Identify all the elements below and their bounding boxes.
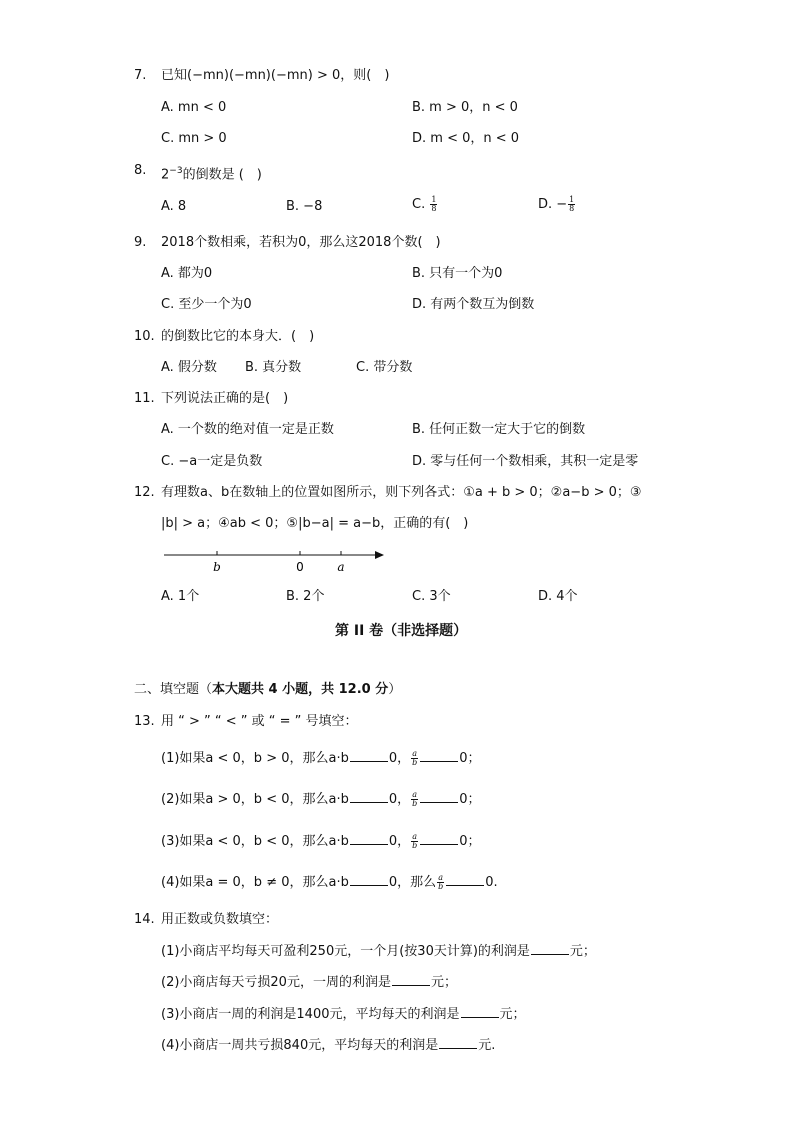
- answer-blank[interactable]: [420, 833, 458, 845]
- answer-blank[interactable]: [420, 791, 458, 803]
- q13-item-4-mid: 0，那么: [388, 875, 437, 890]
- q7-stem: 已知(−mn)(−mn)(−mn) > 0，则( ): [161, 68, 390, 83]
- q8-option-a: A. 8: [161, 199, 187, 214]
- axis-label-b: b: [213, 560, 221, 574]
- q10-stem: 的倒数比它的本身大．( ): [161, 329, 315, 344]
- answer-blank[interactable]: [350, 833, 388, 845]
- q13-item-2-mid: 0，: [388, 792, 411, 807]
- q9-option-a: A. 都为0: [161, 266, 213, 281]
- q14-item-2-end: 元；: [430, 975, 457, 990]
- section2-suffix: ）: [388, 682, 402, 697]
- q13-item-3-mid: 0，: [388, 834, 411, 849]
- q8-option-b: B. −8: [286, 199, 323, 214]
- q8-option-d: [538, 196, 576, 213]
- section2-detail: 本大题共 4 小题，共 12.0 分: [212, 682, 389, 697]
- q8-number: 8.: [134, 163, 147, 178]
- q14-item-2-pre: (2)小商店每天亏损20元，一周的利润是: [161, 975, 391, 990]
- q13-item-4-pre: (4)如果a = 0，b ≠ 0，那么a·b: [161, 875, 349, 890]
- q13-item-3-pre: (3)如果a < 0，b < 0，那么a·b: [161, 834, 349, 849]
- q10-number: 10.: [134, 329, 155, 344]
- q13-item-4: [161, 874, 498, 891]
- q12-stem-line2: |b| > a；④ab < 0；⑤|b−a| = a−b，正确的有( ): [161, 516, 469, 531]
- a-over-b-fraction: [411, 750, 418, 767]
- q11-option-b: B. 任何正数一定大于它的倒数: [412, 422, 586, 437]
- q10-option-b: B. 真分数: [245, 360, 302, 375]
- axis-label-zero: 0: [296, 560, 304, 574]
- fraction-numerator: a: [412, 749, 418, 758]
- answer-blank[interactable]: [392, 974, 430, 986]
- fraction-numerator: a: [412, 790, 418, 799]
- q13-item-2: [161, 791, 481, 808]
- q14-item-1-pre: (1)小商店平均每天可盈利250元，一个月(按30天计算)的利润是: [161, 944, 530, 959]
- fraction-numerator: a: [438, 873, 444, 882]
- q14-number: 14.: [134, 912, 155, 927]
- number-line-figure: [160, 546, 390, 576]
- a-over-b-fraction: [411, 791, 418, 808]
- arrow-icon: [375, 551, 384, 559]
- q13-item-2-pre: (2)如果a > 0，b < 0，那么a·b: [161, 792, 349, 807]
- q13-item-1-mid: 0，: [388, 751, 411, 766]
- answer-blank[interactable]: [439, 1037, 477, 1049]
- q14-item-4-end: 元.: [478, 1038, 496, 1053]
- q11-stem: 下列说法正确的是( ): [161, 391, 289, 406]
- q12-option-c: C. 3个: [412, 589, 451, 604]
- q14-item-2: [161, 974, 457, 991]
- q8-stem: [161, 163, 262, 183]
- q8-option-d-fraction: [568, 196, 575, 213]
- q12-stem-line1: 有理数a、b在数轴上的位置如图所示，则下列各式：①a + b > 0；②a−b > 0；③: [161, 485, 642, 500]
- a-over-b-fraction: [411, 833, 418, 850]
- q8-stem-exponent: −3: [169, 166, 183, 176]
- q8-option-c-fraction: [430, 196, 437, 213]
- q8-stem-base: 2: [161, 167, 170, 183]
- q7-number: 7.: [134, 68, 147, 83]
- q11-option-d: D. 零与任何一个数相乘，其积一定是零: [412, 454, 639, 469]
- q14-item-4-pre: (4)小商店一周共亏损840元，平均每天的利润是: [161, 1038, 439, 1053]
- q9-number: 9.: [134, 235, 147, 250]
- q7-option-b: B. m > 0，n < 0: [412, 100, 518, 115]
- q11-option-a: A. 一个数的绝对值一定是正数: [161, 422, 334, 437]
- q9-option-b: B. 只有一个为0: [412, 266, 503, 281]
- fraction-denominator: 8: [431, 204, 437, 213]
- answer-blank[interactable]: [531, 943, 569, 955]
- q11-option-c: C. −a一定是负数: [161, 454, 263, 469]
- q14-item-1-end: 元；: [569, 944, 596, 959]
- q13-number: 13.: [134, 714, 155, 729]
- fraction-numerator: a: [412, 832, 418, 841]
- q14-item-3-pre: (3)小商店一周的利润是1400元，平均每天的利润是: [161, 1007, 460, 1022]
- q14-stem: 用正数或负数填空：: [161, 912, 279, 927]
- q8-option-c-label: C.: [412, 197, 426, 212]
- q13-stem: 用 “ > ” “ < ” 或 “ = ” 号填空：: [161, 714, 358, 729]
- q12-option-d: D. 4个: [538, 589, 578, 604]
- q7-option-c: C. mn > 0: [161, 131, 227, 146]
- axis-label-a: a: [337, 560, 345, 574]
- answer-blank[interactable]: [350, 791, 388, 803]
- q8-option-c: [412, 196, 438, 213]
- q13-item-3: [161, 833, 481, 850]
- q14-item-3-end: 元；: [499, 1007, 526, 1022]
- section2-prefix: 二、填空题（: [134, 682, 213, 697]
- answer-blank[interactable]: [446, 874, 484, 886]
- q14-item-3: [161, 1006, 526, 1023]
- a-over-b-fraction: [437, 874, 444, 891]
- fraction-denominator: b: [412, 841, 418, 850]
- q12-option-b: B. 2个: [286, 589, 325, 604]
- q13-item-3-end: 0；: [459, 834, 481, 849]
- answer-blank[interactable]: [350, 750, 388, 762]
- answer-blank[interactable]: [420, 750, 458, 762]
- section2-heading: [134, 682, 401, 698]
- q12-number: 12.: [134, 485, 155, 500]
- q13-item-1-end: 0；: [459, 751, 481, 766]
- q10-option-c: C. 带分数: [356, 360, 413, 375]
- answer-blank[interactable]: [461, 1006, 499, 1018]
- q13-item-2-end: 0；: [459, 792, 481, 807]
- q13-item-1-pre: (1)如果a < 0，b > 0，那么a·b: [161, 751, 349, 766]
- q7-option-a: A. mn < 0: [161, 100, 227, 115]
- q12-option-a: A. 1个: [161, 589, 200, 604]
- q13-item-4-end: 0.: [485, 875, 498, 890]
- q11-number: 11.: [134, 391, 155, 406]
- fraction-denominator: 8: [569, 204, 575, 213]
- q13-item-1: [161, 750, 481, 767]
- q14-item-4: [161, 1037, 495, 1054]
- q8-option-d-label: D. −: [538, 197, 568, 212]
- fraction-denominator: b: [438, 882, 444, 891]
- fraction-numerator: 1: [569, 195, 575, 204]
- q10-option-a: A. 假分数: [161, 360, 217, 375]
- q9-option-c: C. 至少一个为0: [161, 297, 252, 312]
- fraction-denominator: b: [412, 758, 418, 767]
- q14-item-1: [161, 943, 596, 960]
- q9-stem: 2018个数相乘，若积为0，那么这2018个数( ): [161, 235, 441, 250]
- fraction-numerator: 1: [431, 195, 437, 204]
- answer-blank[interactable]: [350, 874, 388, 886]
- q7-option-d: D. m < 0，n < 0: [412, 131, 520, 146]
- fraction-denominator: b: [412, 799, 418, 808]
- q9-option-d: D. 有两个数互为倒数: [412, 297, 535, 312]
- part2-title: 第 II 卷（非选择题）: [335, 623, 468, 639]
- q8-stem-rest: 的倒数是 ( ): [182, 167, 262, 183]
